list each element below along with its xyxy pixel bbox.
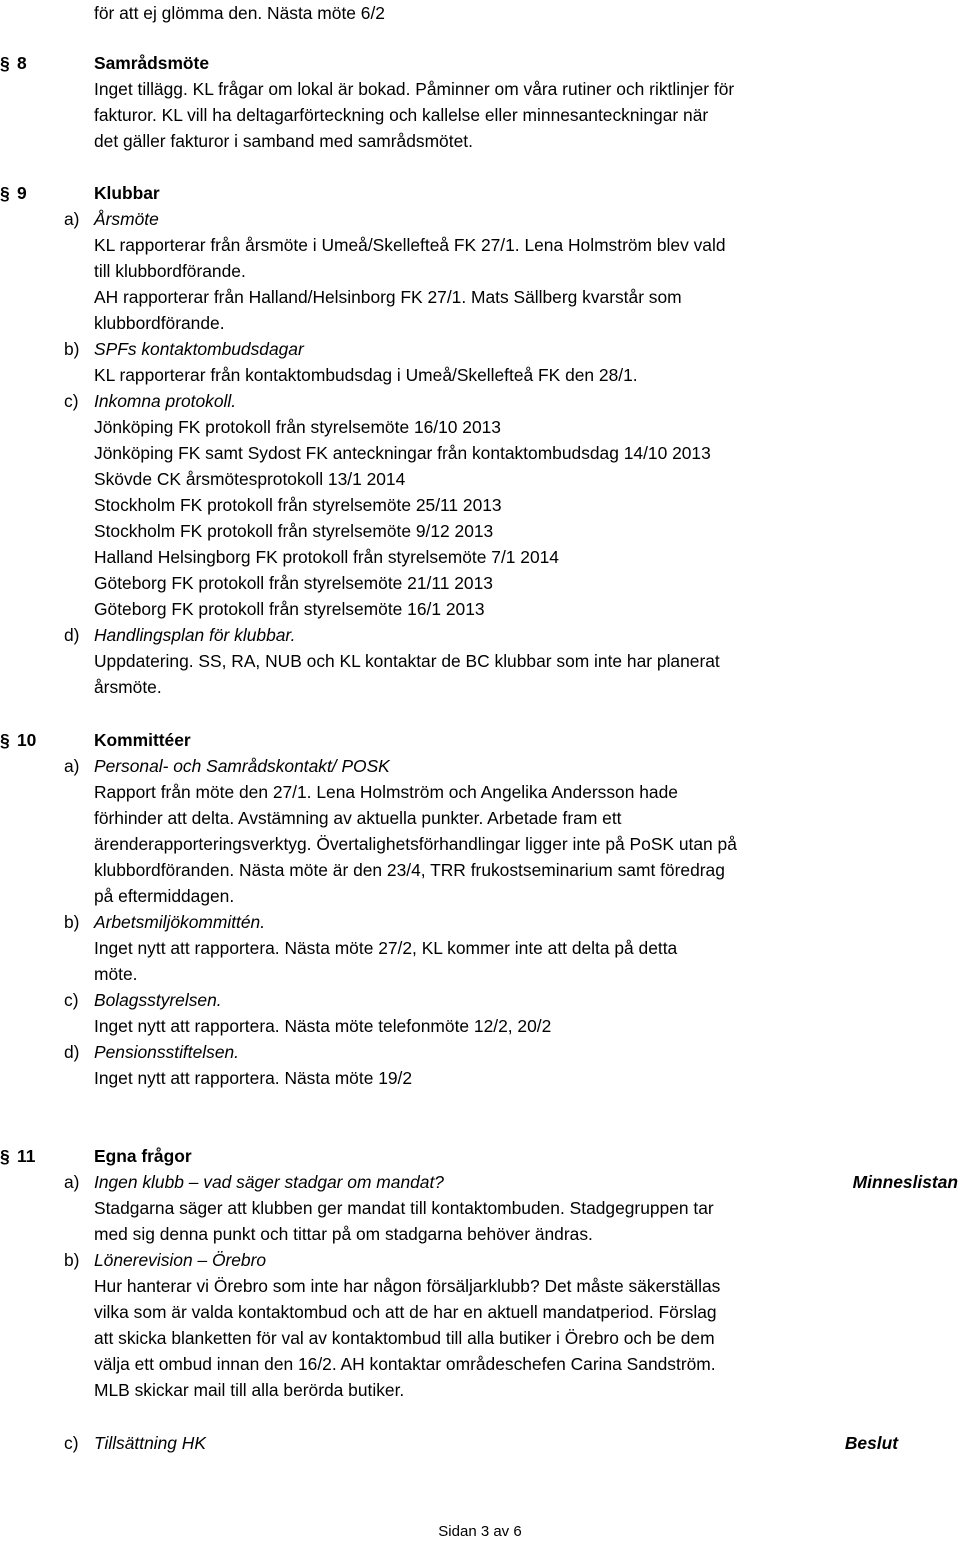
item-label: c) [64, 990, 79, 1010]
item-title: Lönerevision – Örebro [94, 1250, 267, 1270]
body-line: välja ett ombud innan den 16/2. AH kontaktar områdeschefen Carina Sandström. [94, 1354, 716, 1374]
section-sign: § [0, 730, 10, 750]
protocol-line: Göteborg FK protokoll från styrelsemöte 21/11 2013 [94, 573, 493, 593]
body-line: förhinder att delta. Avstämning av aktuella punkter. Arbetade fram ett [94, 808, 622, 828]
item-label: b) [64, 339, 80, 359]
body-line: att skicka blanketten för val av kontaktombud till alla butiker i Örebro och be dem [94, 1328, 715, 1348]
section-number: 10 [17, 730, 37, 750]
body-line: KL rapporterar från kontaktombudsdag i Umeå/Skellefteå FK den 28/1. [94, 365, 638, 385]
body-line: Stadgarna säger att klubben ger mandat till kontaktombuden. Stadgegruppen tar [94, 1198, 714, 1218]
side-note-beslut: Beslut [844, 1433, 898, 1453]
section-title: Kommittéer [94, 730, 191, 750]
body-line: vilka som är valda kontaktombud och att de har en aktuell mandatperiod. Förslag [94, 1302, 717, 1322]
body-line: fakturor. KL vill ha deltagarförteckning och kallelse eller minnesanteckningar när [94, 105, 709, 125]
item-label: d) [64, 1042, 80, 1062]
page-number: Sidan 3 av 6 [438, 1523, 522, 1540]
section-title: Egna frågor [94, 1146, 192, 1166]
side-note-minneslistan: Minneslistan [852, 1172, 958, 1192]
body-line: ärenderapporteringsverktyg. Övertalighetsförhandlingar ligger inte på PoSK utan på [94, 834, 737, 854]
protocol-line: Jönköping FK samt Sydost FK anteckningar från kontaktombudsdag 14/10 2013 [94, 443, 711, 463]
item-title: Arbetsmiljökommittén. [94, 912, 266, 932]
body-line: Inget nytt att rapportera. Nästa möte 27/2, KL kommer inte att delta på detta [94, 938, 678, 958]
section-title: Klubbar [94, 183, 160, 203]
item-title: Ingen klubb – vad säger stadgar om mandat? [94, 1172, 444, 1192]
item-label: d) [64, 625, 80, 645]
item-title: Personal- och Samrådskontakt/ POSK [94, 756, 390, 776]
body-line: KL rapporterar från årsmöte i Umeå/Skellefteå FK 27/1. Lena Holmström blev vald [94, 235, 726, 255]
body-line: med sig denna punkt och tittar på om stadgarna behöver ändras. [94, 1224, 593, 1244]
protocol-line: Stockholm FK protokoll från styrelsemöte 9/12 2013 [94, 521, 494, 541]
body-line: MLB skickar mail till alla berörda butiker. [94, 1380, 405, 1400]
body-line: Inget tillägg. KL frågar om lokal är bokad. Påminner om våra rutiner och riktlinjer för [94, 79, 735, 99]
body-line: Uppdatering. SS, RA, NUB och KL kontaktar de BC klubbar som inte har planerat [94, 651, 720, 671]
item-label: b) [64, 912, 80, 932]
protocol-line: Skövde CK årsmötesprotokoll 13/1 2014 [94, 469, 406, 489]
item-title: SPFs kontaktombudsdagar [94, 339, 304, 359]
section-number: 9 [17, 183, 27, 203]
section-sign: § [0, 53, 10, 73]
body-line: klubbordförande. [94, 313, 225, 333]
section-title: Samrådsmöte [94, 53, 210, 73]
protocol-line: Göteborg FK protokoll från styrelsemöte 16/1 2013 [94, 599, 485, 619]
section-number: 8 [17, 53, 27, 73]
item-label: a) [64, 1172, 80, 1192]
body-line: till klubbordförande. [94, 261, 246, 281]
item-title: Bolagsstyrelsen. [94, 990, 222, 1010]
body-line: på eftermiddagen. [94, 886, 235, 906]
item-label: c) [64, 1433, 79, 1453]
item-label: a) [64, 756, 80, 776]
protocol-line: Stockholm FK protokoll från styrelsemöte 25/11 2013 [94, 495, 502, 515]
body-line: Hur hanterar vi Örebro som inte har någon försäljarklubb? Det måste säkerställas [94, 1276, 721, 1296]
item-title: Årsmöte [94, 209, 159, 229]
item-label: c) [64, 391, 79, 411]
intro-text: för att ej glömma den. Nästa möte 6/2 [94, 3, 385, 23]
body-line: AH rapporterar från Halland/Helsinborg FK 27/1. Mats Sällberg kvarstår som [94, 287, 682, 307]
body-line: Inget nytt att rapportera. Nästa möte telefonmöte 12/2, 20/2 [94, 1016, 552, 1036]
item-title: Pensionsstiftelsen. [94, 1042, 240, 1062]
section-sign: § [0, 183, 10, 203]
item-title: Inkomna protokoll. [94, 391, 237, 411]
section-sign: § [0, 1146, 10, 1166]
item-title: Handlingsplan för klubbar. [94, 625, 296, 645]
protocol-line: Jönköping FK protokoll från styrelsemöte 16/10 2013 [94, 417, 501, 437]
body-line: Inget nytt att rapportera. Nästa möte 19/2 [94, 1068, 413, 1088]
protocol-line: Halland Helsingborg FK protokoll från styrelsemöte 7/1 2014 [94, 547, 559, 567]
body-line: möte. [94, 964, 138, 984]
item-title: Tillsättning HK [94, 1433, 206, 1453]
section-number: 11 [17, 1146, 36, 1166]
body-line: klubbordföranden. Nästa möte är den 23/4, TRR frukostseminarium samt föredrag [94, 860, 725, 880]
body-line: det gäller fakturor i samband med samrådsmötet. [94, 131, 473, 151]
item-label: b) [64, 1250, 80, 1270]
item-label: a) [64, 209, 80, 229]
body-line: årsmöte. [94, 677, 162, 697]
body-line: Rapport från möte den 27/1. Lena Holmström och Angelika Andersson hade [94, 782, 678, 802]
